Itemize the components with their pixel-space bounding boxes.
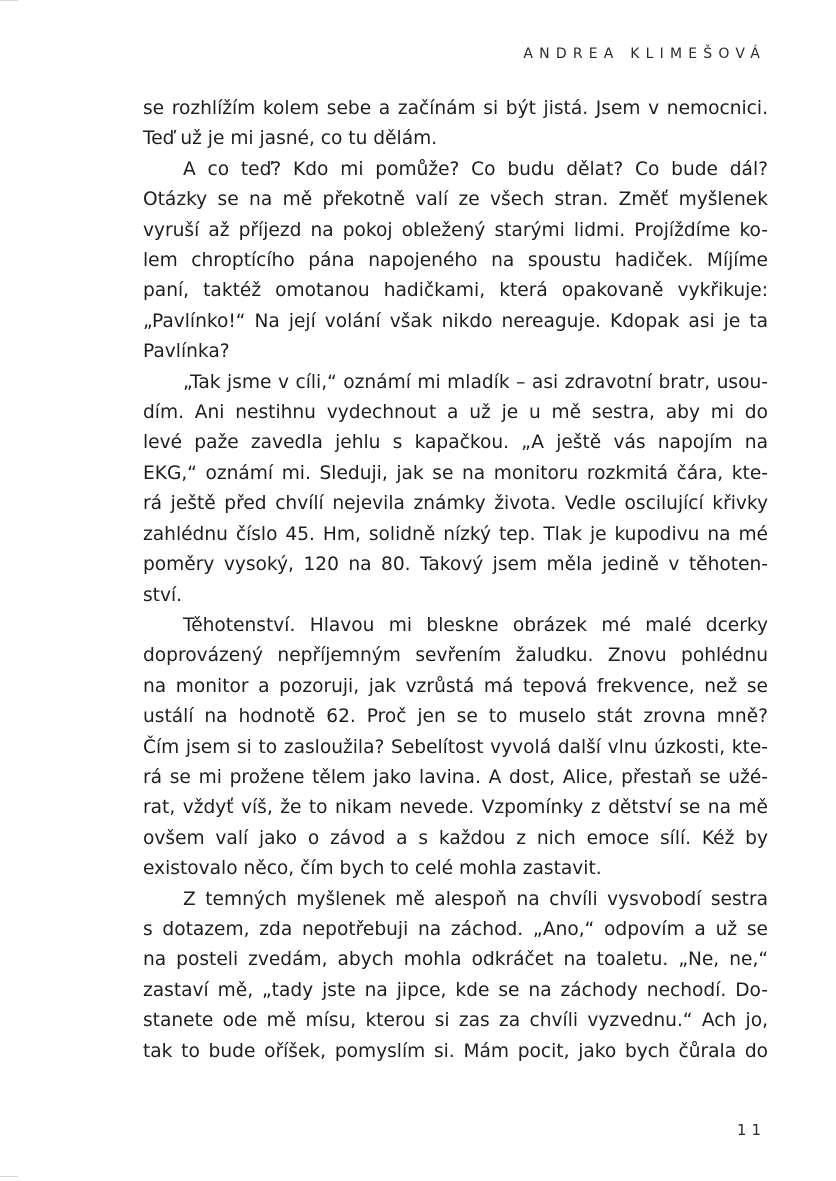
text-line: ovšem valí jako o závod a s každou z nich emoce sílí. Kéž by	[143, 827, 768, 849]
text-line: doprovázený nepříjemným sevřením žaludku. Znovu pohlédnu	[143, 645, 768, 667]
text-line: poměry vysoký, 120 na 80. Takový jsem měla jedině v těhoten-	[143, 554, 768, 576]
running-header: ANDREA KLIMEŠOVÁ	[523, 46, 766, 62]
text-line: na posteli zvedám, abych mohla odkráčet na toaletu. „Ne, ne,“	[143, 949, 768, 971]
page-number: 11	[736, 1121, 766, 1139]
text-line: „Tak jsme v cíli,“ oznámí mi mladík – asi zdravotní bratr, usou-	[183, 371, 768, 393]
text-line: levé paže zavedla jehlu s kapačkou. „A ještě vás napojím na	[143, 432, 768, 454]
crop-mark-bottom	[0, 1176, 18, 1177]
text-line: „Pavlínko!“ Na její volání však nikdo nereaguje. Kdopak asi je ta	[143, 310, 768, 332]
paragraph	[143, 611, 768, 885]
text-line: na monitor a pozoruji, jak vzrůstá má tepová frekvence, než se	[143, 675, 768, 697]
crop-mark-top	[0, 0, 18, 1]
text-line: Teď už je mi jasné, co tu dělám.	[143, 128, 438, 150]
text-line: rat, vždyť víš, že to nikam nevede. Vzpomínky z dětství se na mě	[143, 797, 768, 819]
text-line: vyruší až příjezd na pokoj obležený starými lidmi. Projíždíme ko-	[143, 219, 768, 241]
paragraph	[143, 368, 768, 611]
paragraph	[143, 155, 768, 368]
text-line: zastaví mě, „tady jste na jipce, kde se na záchody nechodí. Do-	[143, 979, 768, 1001]
text-line: ství.	[143, 584, 183, 606]
paragraph	[143, 885, 768, 1067]
text-line: EKG,“ oznámí mi. Sleduji, jak se na monitoru rozkmitá čára, kte-	[143, 462, 768, 484]
text-line: se rozhlížím kolem sebe a začínám si být jistá. Jsem v nemocnici.	[143, 98, 768, 119]
paragraph	[143, 94, 768, 155]
text-line: paní, taktéž omotanou hadičkami, která opakovaně vykřikuje:	[143, 280, 768, 302]
text-line: lem chroptícího pána napojeného na spoustu hadiček. Míjíme	[143, 250, 768, 272]
text-line: Čím jsem si to zasloužila? Sebelítost vyvolá další vlnu úzkosti, kte-	[143, 736, 768, 758]
text-line: tak to bude oříšek, pomyslím si. Mám pocit, jako bych čůrala do	[143, 1040, 768, 1062]
text-line: stanete ode mě mísu, kterou si zas za chvíli vyzvednu.“ Ach jo,	[143, 1010, 768, 1032]
text-line: dím. Ani nestihnu vydechnout a už je u mě sestra, aby mi do	[143, 402, 768, 424]
text-line: ustálí na hodnotě 62. Proč jen se to muselo stát zrovna mně?	[143, 706, 768, 728]
text-line: rá ještě před chvílí nejevila známky života. Vedle oscilující křivky	[143, 493, 768, 515]
text-line: Otázky se na mě překotně valí ze všech stran. Změť myšlenek	[143, 189, 768, 211]
body-text	[143, 94, 768, 1067]
text-line: A co teď? Kdo mi pomůže? Co budu dělat? Co bude dál?	[183, 158, 768, 180]
text-line: Z temných myšlenek mě alespoň na chvíli vysvobodí sestra	[183, 888, 768, 910]
text-line: zahlédnu číslo 45. Hm, solidně nízký tep. Tlak je kupodivu na mé	[143, 523, 768, 545]
text-line: existovalo něco, čím bych to celé mohla zastavit.	[143, 858, 602, 880]
text-line: Těhotenství. Hlavou mi bleskne obrázek mé malé dcerky	[183, 614, 768, 636]
text-line: rá se mi prožene tělem jako lavina. A dost, Alice, přestaň se užé-	[143, 766, 768, 788]
text-line: Pavlínka?	[143, 341, 230, 363]
text-line: s dotazem, zda nepotřebuji na záchod. „Ano,“ odpovím a už se	[143, 918, 768, 940]
